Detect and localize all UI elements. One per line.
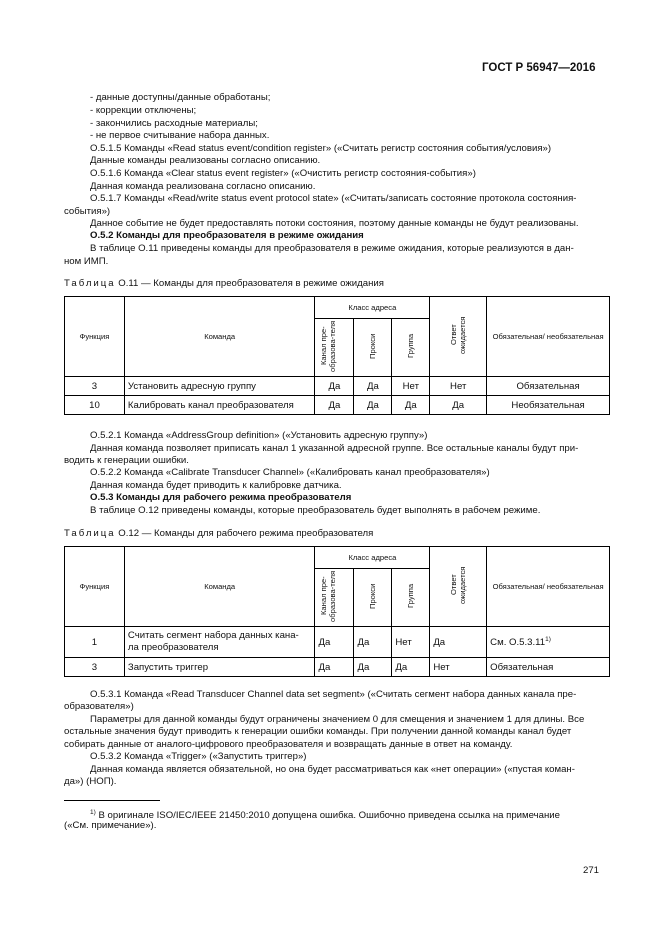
header-address-class: Класс адреса xyxy=(315,547,430,569)
header-reply: Ответ ожидается xyxy=(430,297,487,377)
footnote xyxy=(90,807,560,823)
list-item: - не первое считывание набора данных. xyxy=(90,130,270,141)
cell-mandatory: Обязательная xyxy=(487,377,610,396)
table-caption xyxy=(64,278,384,289)
header-proxy: Прокси xyxy=(354,319,392,377)
paragraph: Данная команда позволяет приписать канал 1 указанной адресной группе. Все остальные каналы будут при- xyxy=(90,443,579,454)
header-reply: Ответ ожидается xyxy=(430,547,487,627)
cell-mandatory: См. O.5.3.11$^{1)}$ xyxy=(487,627,610,658)
footnote-divider xyxy=(64,800,160,801)
cell-proxy: Да xyxy=(354,377,392,396)
cell-mandatory: Обязательная xyxy=(487,658,610,677)
cell-function: 1 xyxy=(65,627,125,658)
cell-channel: Да xyxy=(315,658,354,677)
table-o12 xyxy=(64,546,610,677)
header-group: Группа xyxy=(392,319,430,377)
caption-prefix: Таблица xyxy=(64,278,116,289)
section-heading: O.5.3.1 Команда «Read Transducer Channel data set segment» («Считать сегмент набора данных канала пре- xyxy=(90,689,577,700)
header-channel: Канал пре-образова-теля xyxy=(315,569,354,627)
cell-command xyxy=(124,627,315,658)
list-item: - закончились расходные материалы; xyxy=(90,118,258,129)
paragraph-cont: водить к генерации ошибки. xyxy=(64,455,189,466)
paragraph: В таблице O.12 приведены команды, которые преобразователь будет выполнять в рабочем режиме. xyxy=(90,505,541,516)
paragraph-cont: остальные значения будут приводить к генерации ошибки команды. При получении данной команды канал будет xyxy=(64,726,572,737)
cell-function: 3 xyxy=(65,377,125,396)
section-heading: O.5.1.7 Команды «Read/write status event protocol state» («Считать/записать состояние протокола состояния- xyxy=(90,193,577,204)
cell-function: 3 xyxy=(65,658,125,677)
section-heading: O.5.2.1 Команда «AddressGroup definition» («Установить адресную группу») xyxy=(90,430,428,441)
cell-channel: Да xyxy=(315,627,354,658)
table-row xyxy=(65,658,610,677)
cell-reply: Нет xyxy=(430,658,487,677)
header-group: Группа xyxy=(392,569,430,627)
table-row xyxy=(65,396,610,415)
list-item: - данные доступны/данные обработаны; xyxy=(90,92,271,103)
header-channel: Канал пре-образова-теля xyxy=(315,319,354,377)
cell-channel: Да xyxy=(315,396,354,415)
table-caption xyxy=(64,528,373,539)
cell-reply: Да xyxy=(430,396,487,415)
section-heading: O.5.1.6 Команда «Clear status event register» («Очистить регистр состояния-события») xyxy=(90,168,476,179)
header-function: Функция xyxy=(65,297,125,377)
paragraph: Данные команды реализованы согласно описанию. xyxy=(90,155,321,166)
header-command: Команда xyxy=(124,297,315,377)
footnote-ref: 1) xyxy=(545,635,551,643)
header-mandatory: Обязательная/ необязательная xyxy=(487,547,610,627)
cell-command: Запустить триггер xyxy=(124,658,315,677)
section-heading: O.5.2 Команды для преобразователя в режиме ожидания xyxy=(90,230,364,241)
cell-command-line: ла преобразователя xyxy=(127,642,219,653)
cell-proxy: Да xyxy=(354,658,392,677)
caption-text: O.12 — Команды для рабочего режима преобразователя xyxy=(118,528,374,539)
table-o11 xyxy=(64,296,610,415)
header-mandatory: Обязательная/ необязательная xyxy=(487,297,610,377)
section-heading: O.5.1.5 Команды «Read status event/condition register» («Считать регистр состояния события/условия») xyxy=(90,143,552,154)
cell-group: Да xyxy=(392,658,430,677)
cell-proxy: Да xyxy=(354,627,392,658)
cell-channel: Да xyxy=(315,377,354,396)
table-row xyxy=(65,377,610,396)
paragraph: Данная команда реализована согласно описанию. xyxy=(90,181,316,192)
section-heading: O.5.3 Команды для рабочего режима преобразователя xyxy=(90,492,352,503)
cell-reply: Нет xyxy=(430,377,487,396)
footnote-mark: 1) xyxy=(90,809,96,816)
cell-group: Да xyxy=(392,396,430,415)
paragraph: Параметры для данной команды будут ограничены значением 0 для смещения и значением 1 для длины. Все xyxy=(90,714,585,725)
footnote-cont: («См. примечание»). xyxy=(64,820,157,831)
cell-command: Установить адресную группу xyxy=(124,377,315,396)
paragraph-cont: да») (НОП). xyxy=(64,776,117,787)
cell-proxy: Да xyxy=(354,396,392,415)
cell-reply: Да xyxy=(430,627,487,658)
cell-command: Калибровать канал преобразователя xyxy=(124,396,315,415)
paragraph-cont: собирать данные от аналого-цифрового преобразователя и возвращать данные в ответ на команду. xyxy=(64,739,513,750)
paragraph: Данное событие не будет предоставлять потоки состояния, поэтому данные команды не будут реализованы. xyxy=(90,218,579,229)
page-header: ГОСТ Р 56947—2016 xyxy=(482,62,596,74)
header-proxy: Прокси xyxy=(354,569,392,627)
list-item: - коррекции отключены; xyxy=(90,105,197,116)
paragraph: В таблице O.11 приведены команды для преобразователя в режиме ожидания, которые реализуются в дан- xyxy=(90,243,574,254)
header-address-class: Класс адреса xyxy=(315,297,430,319)
section-heading: O.5.2.2 Команда «Calibrate Transducer Channel» («Калибровать канал преобразователя») xyxy=(90,467,490,478)
caption-prefix: Таблица xyxy=(64,528,116,539)
cell-function: 10 xyxy=(65,396,125,415)
paragraph: Данная команда будет приводить к калибровке датчика. xyxy=(90,480,342,491)
page-number: 271 xyxy=(583,865,600,876)
footnote-text: В оригинале ISO/IEC/IEEE 21450:2010 допущена ошибка. Ошибочно приведена ссылка на примечание xyxy=(98,810,560,822)
header-function: Функция xyxy=(65,547,125,627)
cell-command-line: Считать сегмент набора данных кана- xyxy=(127,630,299,641)
table-row xyxy=(65,627,610,658)
section-heading: O.5.3.2 Команда «Trigger» («Запустить триггер») xyxy=(90,751,307,762)
header-command: Команда xyxy=(124,547,315,627)
section-heading-cont: образователя») xyxy=(64,701,134,712)
cell-mandatory: Необязательная xyxy=(487,396,610,415)
section-heading-cont: события») xyxy=(64,206,111,217)
cell-group: Нет xyxy=(392,627,430,658)
cell-group: Нет xyxy=(392,377,430,396)
caption-text: O.11 — Команды для преобразователя в режиме ожидания xyxy=(118,278,384,289)
paragraph-cont: ном ИМП. xyxy=(64,256,109,267)
paragraph: Данная команда является обязательной, но она будет рассматриваться как «нет операции» («пустая коман- xyxy=(90,764,575,775)
